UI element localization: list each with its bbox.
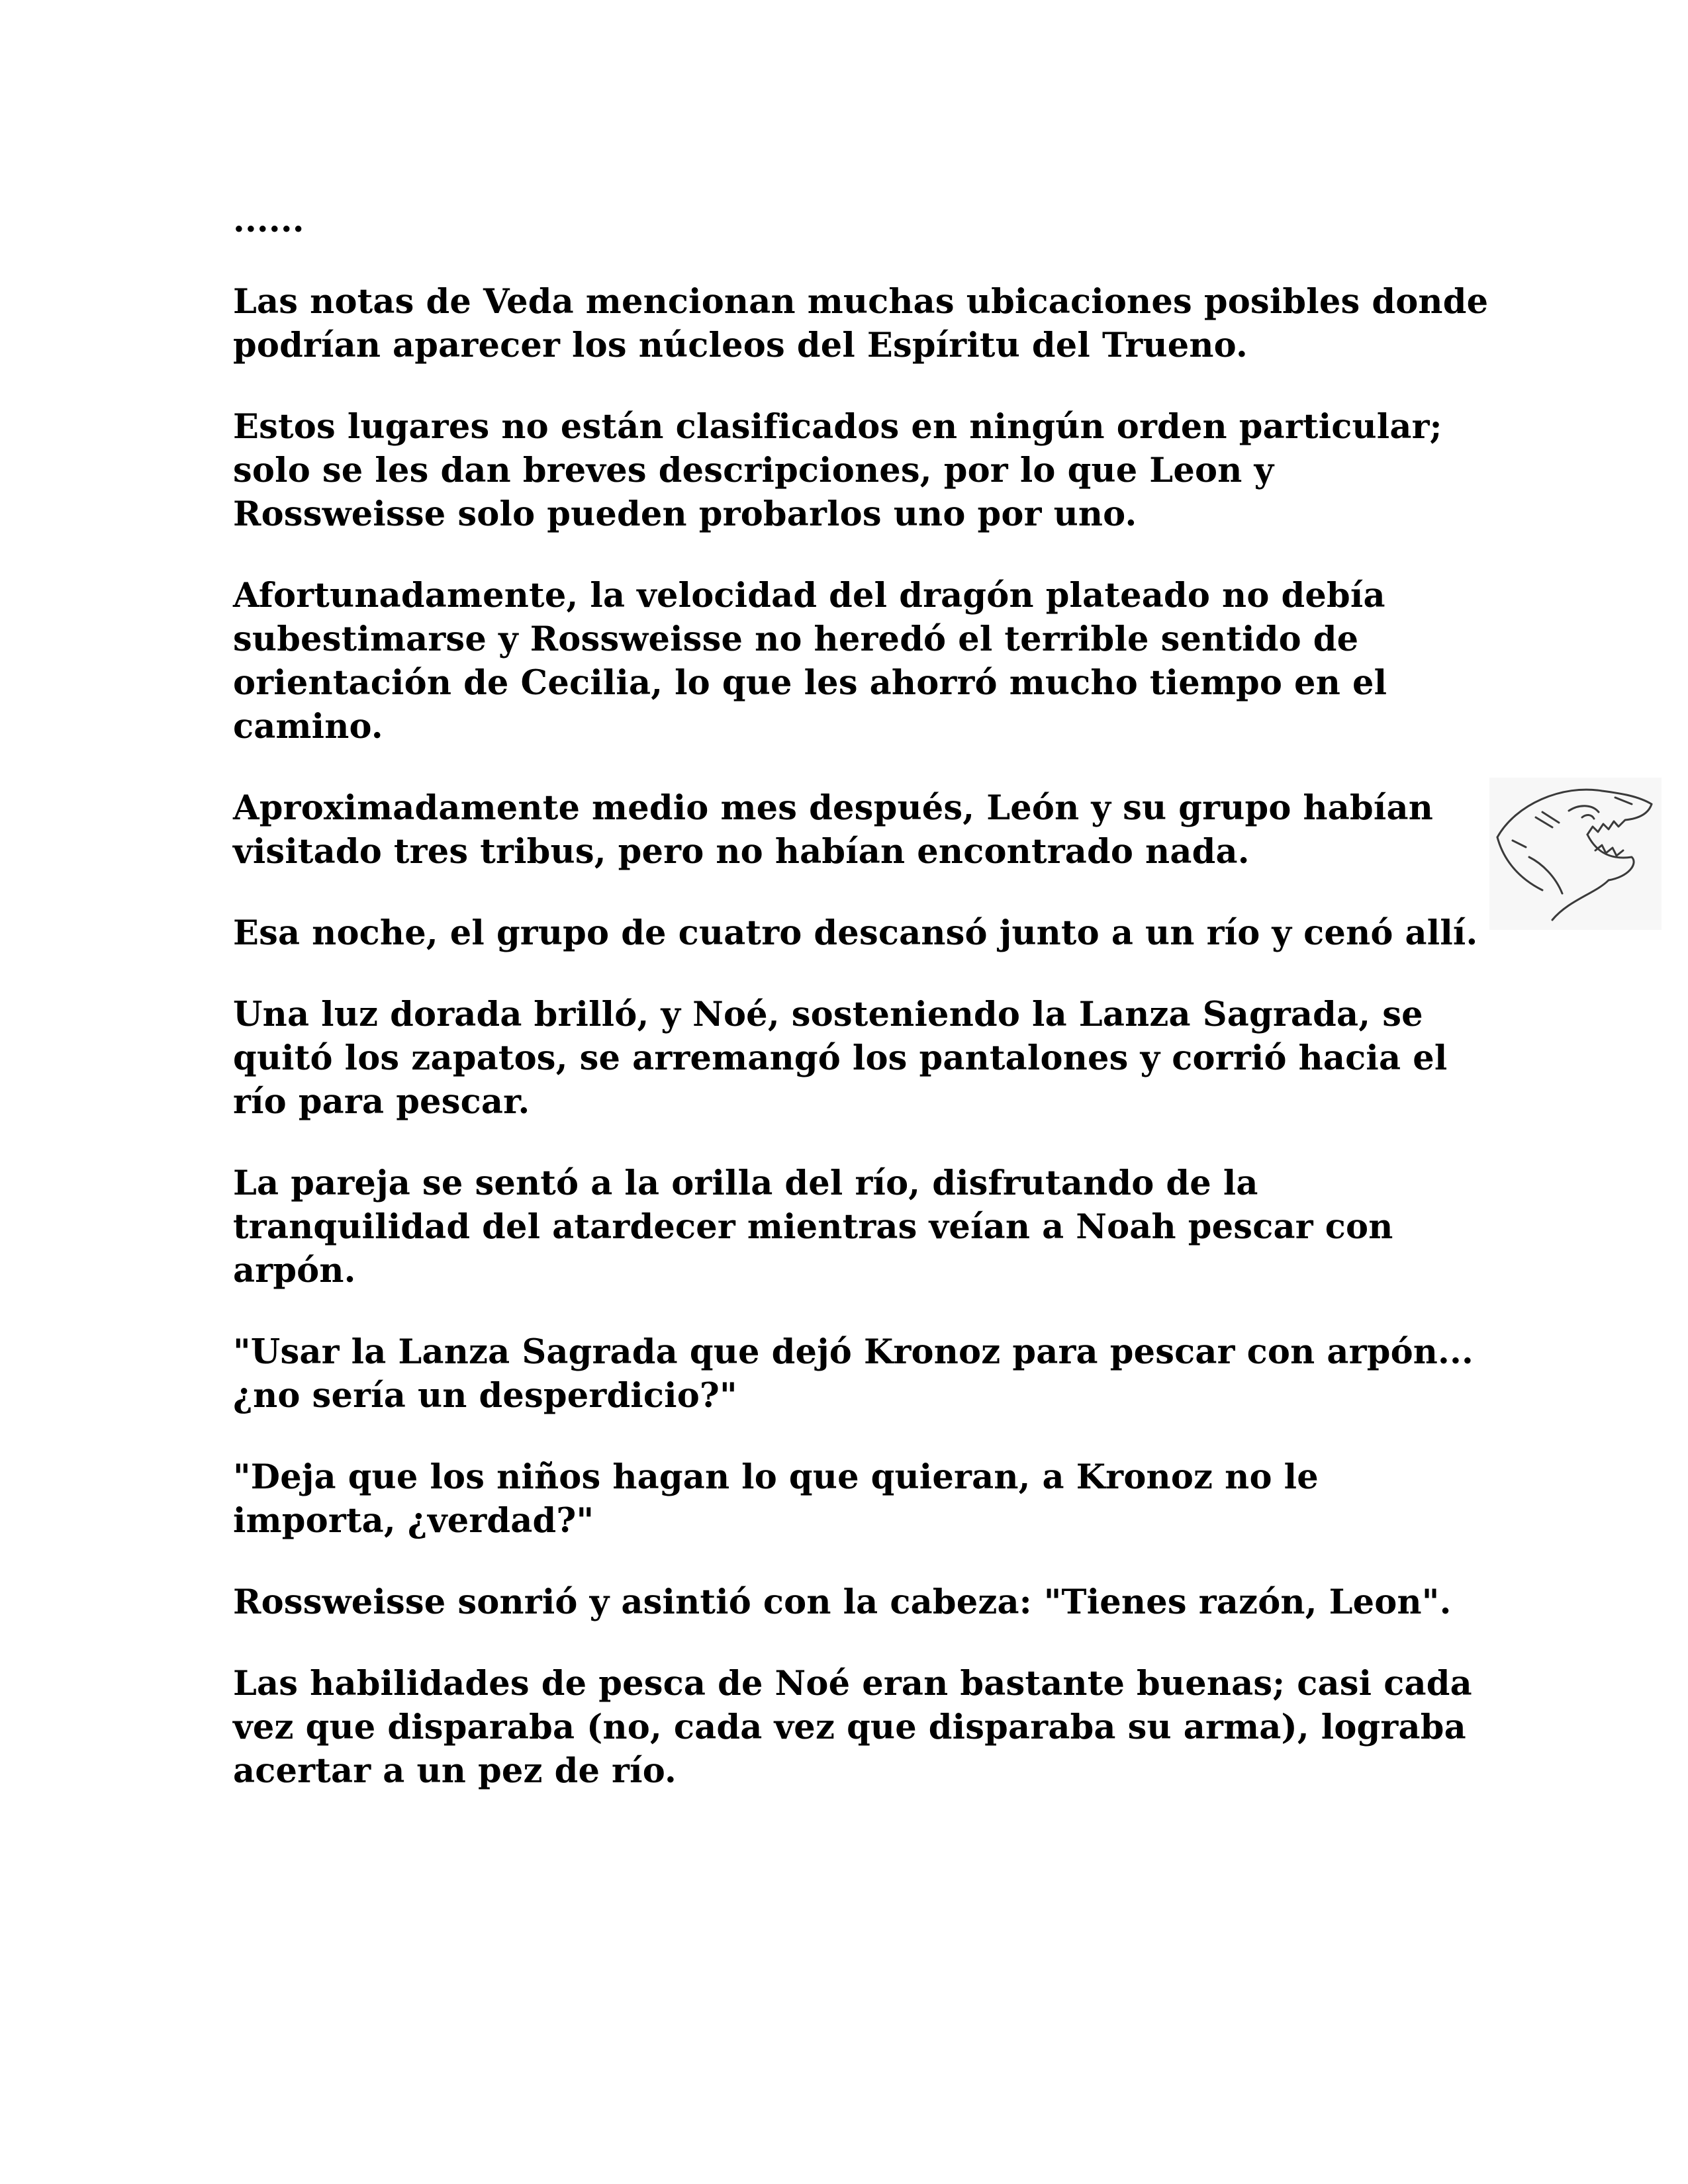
paragraph: Las habilidades de pesca de Noé eran bastante buenas; casi cada vez que disparaba (no, cada vez que disparaba su arma), lograba acertar a un pez de río.: [233, 1664, 1472, 1791]
paragraph: Una luz dorada brilló, y Noé, sosteniendo la Lanza Sagrada, se quitó los zapatos, se arremangó los pantalones y corrió hacia el río para pescar.: [233, 995, 1448, 1122]
document-body: [233, 199, 1491, 1831]
paragraph: Las notas de Veda mencionan muchas ubicaciones posibles donde podrían aparecer los núcleos del Espíritu del Trueno.: [233, 282, 1489, 365]
paragraph: "Usar la Lanza Sagrada que dejó Kronoz para pescar con arpón... ¿no sería un desperdicio?": [233, 1332, 1474, 1416]
paragraph: Afortunadamente, la velocidad del dragón plateado no debía subestimarse y Rossweisse no heredó el terrible sentido de orientación de Cecilia, lo que les ahorró mucho tiempo en el camino.: [233, 576, 1387, 747]
section-separator: ......: [233, 201, 305, 240]
paragraph: Estos lugares no están clasificados en ningún orden particular; solo se les dan breves descripciones, por lo que Leon y Rossweisse solo pueden probarlos uno por uno.: [233, 407, 1442, 534]
paragraph: "Deja que los niños hagan lo que quieran, a Kronoz no le importa, ¿verdad?": [233, 1457, 1319, 1541]
dinosaur-head-sketch-icon: [1489, 778, 1662, 930]
paragraph: Aproximadamente medio mes después, León y su grupo habían visitado tres tribus, pero no habían encontrado nada.: [233, 788, 1434, 872]
paragraph: Rossweisse sonrió y asintió con la cabeza: "Tienes razón, Leon".: [233, 1582, 1452, 1622]
paragraph: La pareja se sentó a la orilla del río, disfrutando de la tranquilidad del atardecer mientras veían a Noah pescar con arpón.: [233, 1163, 1393, 1291]
paragraph: Esa noche, el grupo de cuatro descansó junto a un río y cenó allí.: [233, 913, 1478, 953]
